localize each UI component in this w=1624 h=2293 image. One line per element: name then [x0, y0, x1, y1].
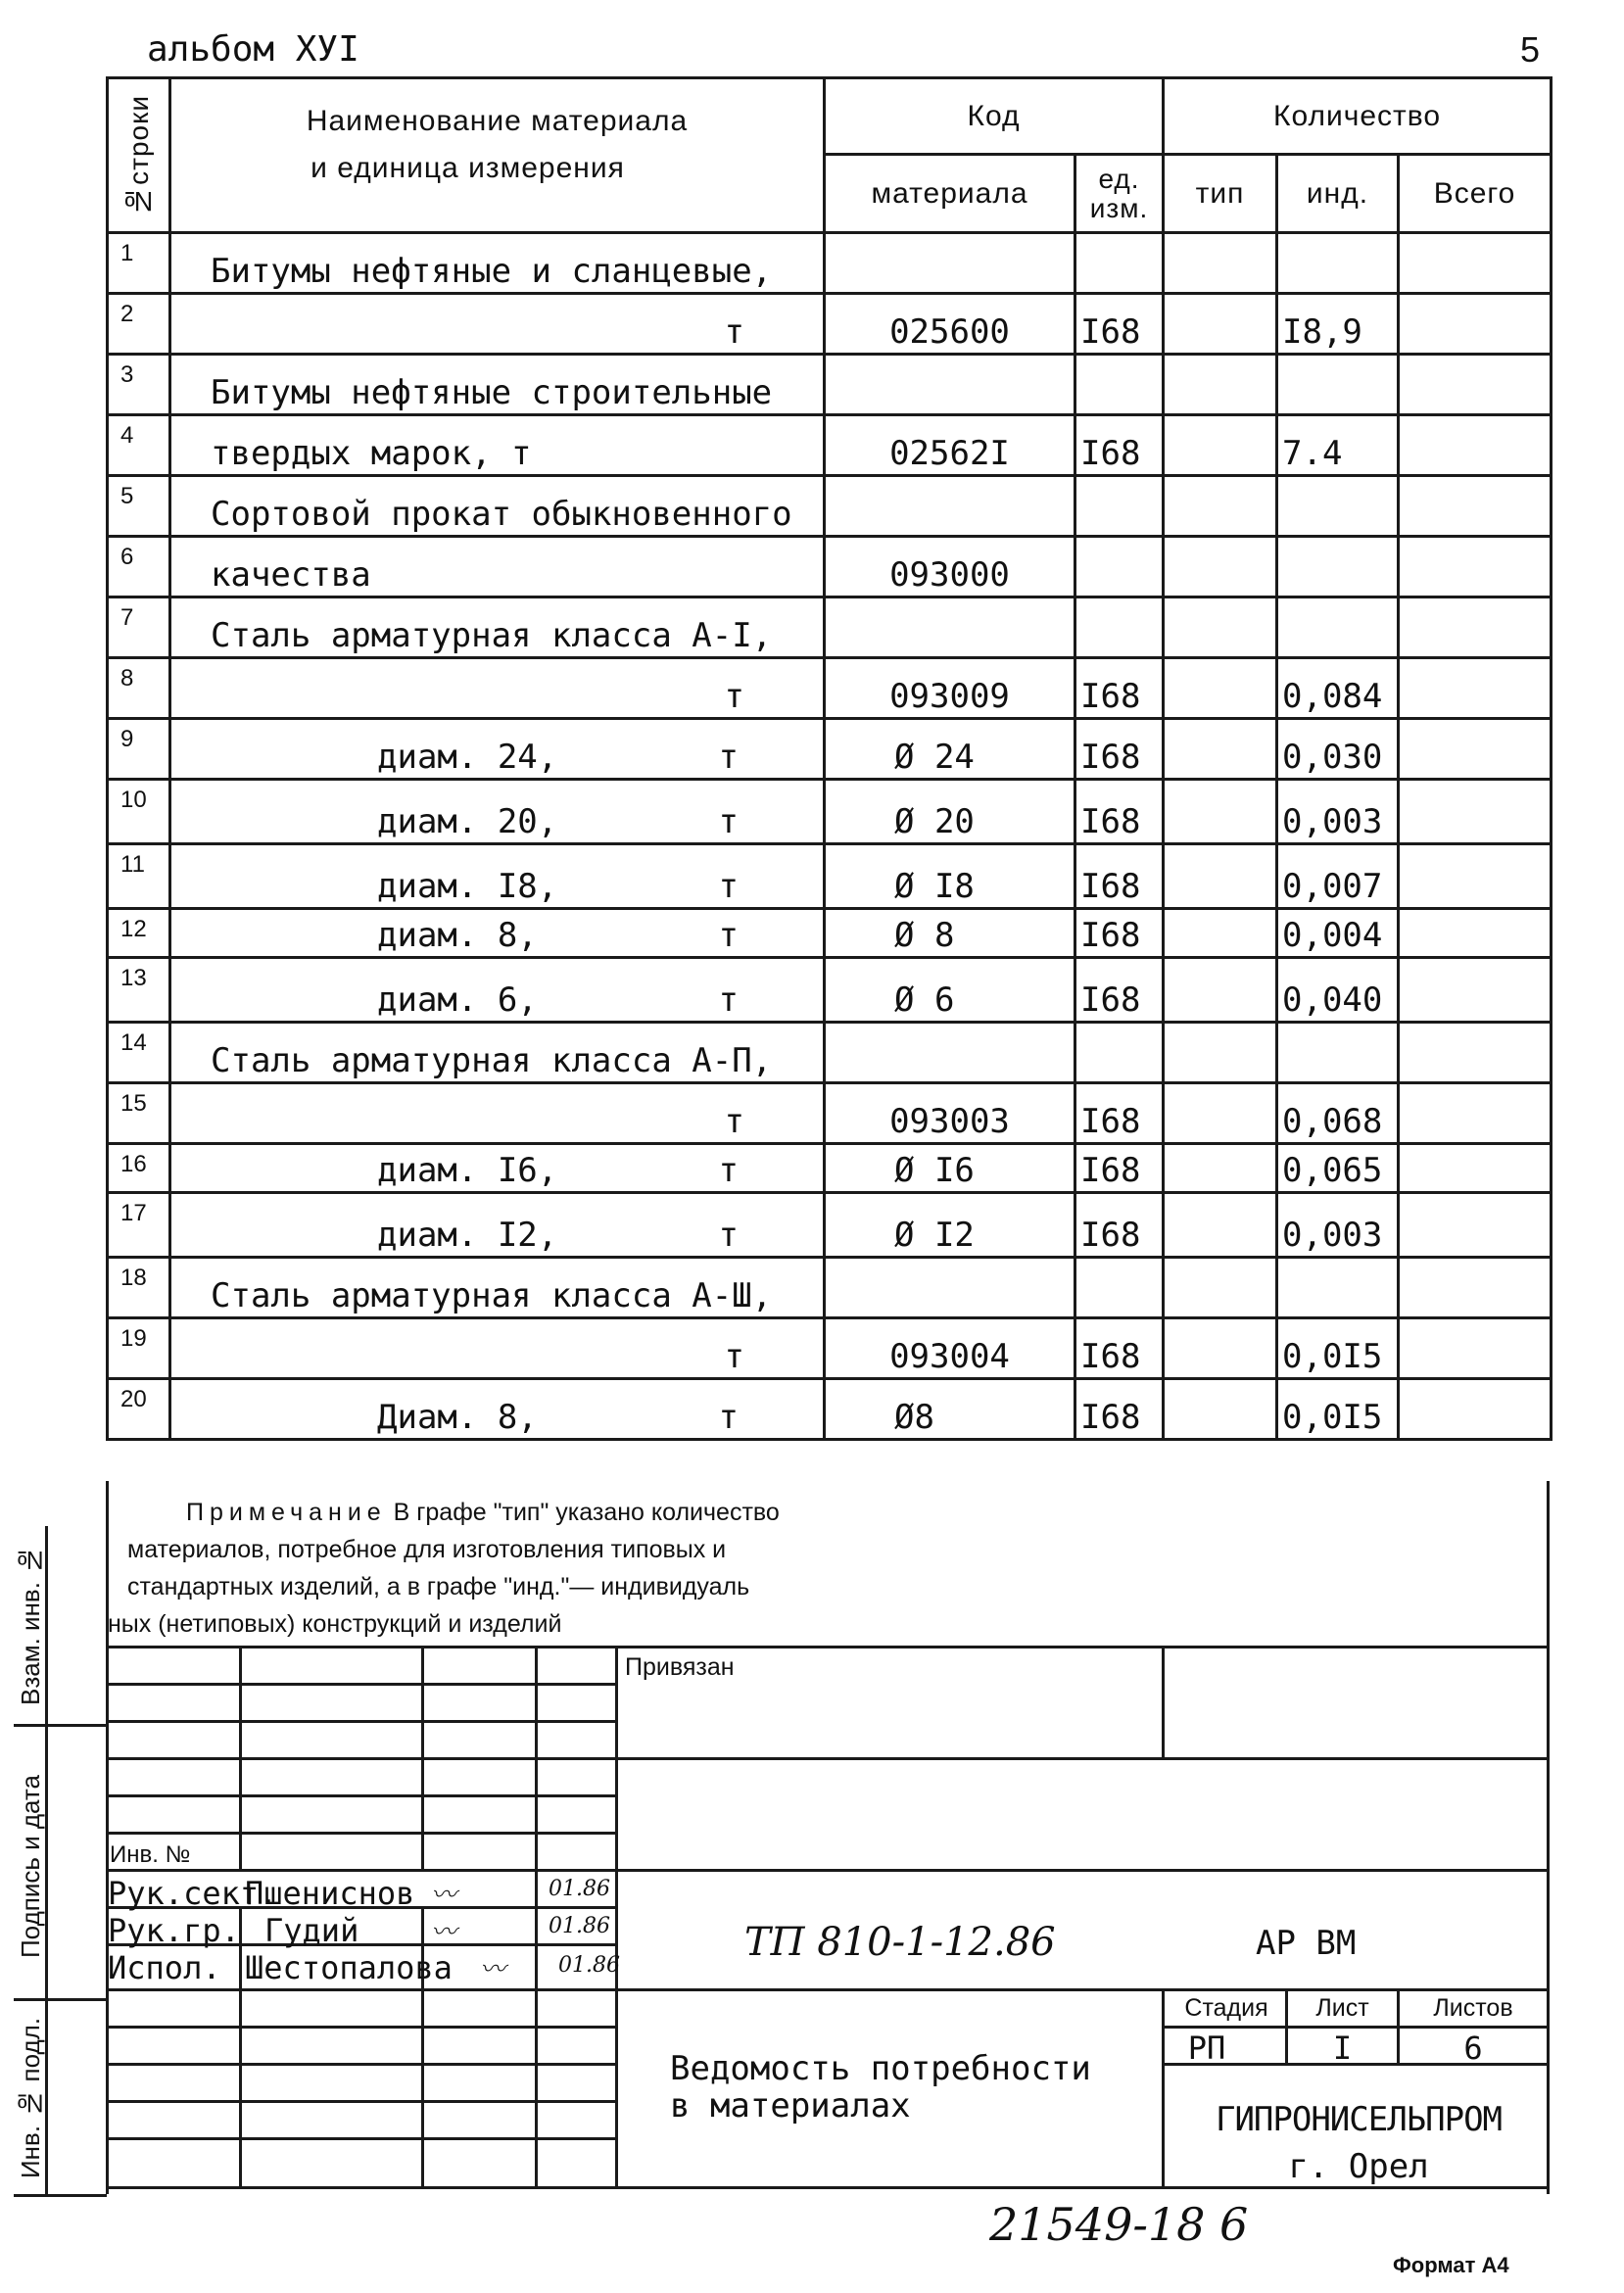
table-row: [108, 1258, 1552, 1318]
header-quantity: Количество: [1164, 78, 1552, 155]
row-qty-type: [1164, 909, 1277, 958]
header-qty-ind: инд.: [1277, 155, 1399, 233]
frame-left: [106, 1481, 109, 2194]
row-name: твердых марок, т: [170, 415, 825, 476]
date-3: 01.86: [558, 1953, 620, 1978]
row-code: 025600: [825, 294, 1075, 355]
row-qty-total: [1399, 958, 1552, 1023]
person-3: Шестопалова: [245, 1949, 453, 1986]
side-label-signature: Подпись и дата: [16, 1774, 45, 1958]
row-qty-type: [1164, 1258, 1277, 1318]
row-qty-type: [1164, 597, 1277, 658]
row-name-text: диам. 20,: [377, 802, 558, 841]
row-name: [170, 844, 825, 909]
row-qty-total: [1399, 1023, 1552, 1083]
city: г. Орел: [1288, 2147, 1429, 2186]
row-code: [825, 1258, 1075, 1318]
row-number: 15: [108, 1083, 170, 1144]
row-unit-t: т: [718, 867, 739, 906]
row-number: 17: [108, 1193, 170, 1258]
row-qty-ind: 0,065: [1277, 1144, 1399, 1193]
signature-2: 〰: [431, 1918, 457, 1947]
row-name: т: [170, 1318, 825, 1379]
table-row: [108, 355, 1552, 415]
row-qty-type: [1164, 355, 1277, 415]
row-qty-ind: [1277, 233, 1399, 294]
row-unit: [1075, 1023, 1164, 1083]
row-name-text: диам. I2,: [377, 1216, 558, 1255]
row-code: Ø 8: [825, 909, 1075, 958]
row-qty-type: [1164, 1023, 1277, 1083]
sheets-label: Листов: [1433, 1994, 1513, 2022]
row-qty-total: [1399, 1193, 1552, 1258]
stage-label: Стадия: [1184, 1994, 1268, 2022]
row-unit: I68: [1075, 780, 1164, 844]
row-qty-total: [1399, 844, 1552, 909]
row-qty-ind: [1277, 355, 1399, 415]
row-name: [170, 719, 825, 780]
row-unit: I68: [1075, 1144, 1164, 1193]
date-1: 01.86: [549, 1877, 610, 1901]
handwritten-number: 21549-18 6: [989, 2198, 1249, 2251]
row-number: 9: [108, 719, 170, 780]
row-qty-type: [1164, 1193, 1277, 1258]
stage-value: РП: [1187, 2030, 1226, 2067]
row-qty-total: [1399, 909, 1552, 958]
header-code-material: материала: [825, 155, 1075, 233]
row-name: Сталь арматурная класса А-I,: [170, 597, 825, 658]
table-row: [108, 415, 1552, 476]
row-unit: I68: [1075, 1318, 1164, 1379]
row-name: т: [170, 1083, 825, 1144]
row-number: 18: [108, 1258, 170, 1318]
row-code: 093000: [825, 537, 1075, 597]
row-name-text: Диам. 8,: [377, 1398, 538, 1437]
row-qty-type: [1164, 719, 1277, 780]
row-qty-type: [1164, 658, 1277, 719]
row-qty-ind: [1277, 1258, 1399, 1318]
signature-3: 〰: [480, 1955, 506, 1984]
row-name-text: диам. I6,: [377, 1151, 558, 1190]
header-qty-total: Всего: [1399, 155, 1552, 233]
row-qty-ind: 0,007: [1277, 844, 1399, 909]
row-unit-t: т: [718, 1151, 739, 1190]
row-code: [825, 355, 1075, 415]
role-1: Рук.сект.: [108, 1875, 278, 1912]
row-qty-total: [1399, 597, 1552, 658]
row-code: [825, 597, 1075, 658]
note-line1: Примечание В графе "тип" указано количество: [186, 1499, 780, 1526]
table-row: [108, 1023, 1552, 1083]
row-unit-t: т: [718, 1398, 739, 1437]
table-row: [108, 780, 1552, 844]
date-2: 01.86: [549, 1914, 610, 1938]
row-unit: [1075, 1258, 1164, 1318]
row-number: 11: [108, 844, 170, 909]
row-qty-total: [1399, 1258, 1552, 1318]
row-qty-ind: I8,9: [1277, 294, 1399, 355]
row-qty-ind: 7.4: [1277, 415, 1399, 476]
row-unit-t: т: [718, 738, 739, 777]
row-name: [170, 780, 825, 844]
row-name-text: диам. 24,: [377, 738, 558, 777]
row-qty-total: [1399, 719, 1552, 780]
row-qty-total: [1399, 1144, 1552, 1193]
row-qty-type: [1164, 1083, 1277, 1144]
row-qty-total: [1399, 537, 1552, 597]
table-row: [108, 1318, 1552, 1379]
row-qty-type: [1164, 294, 1277, 355]
note-line4: ных (нетиповых) конструкций и изделий: [108, 1610, 562, 1638]
row-qty-total: [1399, 415, 1552, 476]
row-code: Ø8: [825, 1379, 1075, 1440]
row-number: 6: [108, 537, 170, 597]
table-row: [108, 1379, 1552, 1440]
row-unit-t: т: [718, 802, 739, 841]
table-row: [108, 844, 1552, 909]
row-code: Ø 24: [825, 719, 1075, 780]
row-unit: I68: [1075, 658, 1164, 719]
album-label: альбом ХУI: [147, 29, 359, 70]
person-1: Пшениснов: [245, 1875, 415, 1912]
row-code: [825, 233, 1075, 294]
row-number: 16: [108, 1144, 170, 1193]
materials-table: [106, 76, 1552, 1441]
row-qty-ind: 0,0I5: [1277, 1318, 1399, 1379]
row-number: 20: [108, 1379, 170, 1440]
row-qty-ind: 0,003: [1277, 780, 1399, 844]
signature-1: 〰: [431, 1881, 457, 1910]
row-qty-total: [1399, 233, 1552, 294]
row-unit: I68: [1075, 1193, 1164, 1258]
row-qty-total: [1399, 355, 1552, 415]
row-number: 3: [108, 355, 170, 415]
row-qty-ind: [1277, 1023, 1399, 1083]
row-unit-t: т: [718, 980, 739, 1020]
row-qty-ind: 0,0I5: [1277, 1379, 1399, 1440]
row-name: т: [170, 294, 825, 355]
table-row: [108, 537, 1552, 597]
row-code: Ø 20: [825, 780, 1075, 844]
row-name: качества: [170, 537, 825, 597]
row-number: 1: [108, 233, 170, 294]
row-name: [170, 909, 825, 958]
row-qty-type: [1164, 537, 1277, 597]
row-unit: I68: [1075, 958, 1164, 1023]
row-qty-type: [1164, 233, 1277, 294]
row-number: 4: [108, 415, 170, 476]
row-unit: I68: [1075, 844, 1164, 909]
row-qty-total: [1399, 476, 1552, 537]
row-name: [170, 958, 825, 1023]
table-row: [108, 476, 1552, 537]
note-line3: стандартных изделий, а в графе "инд."— индивидуаль: [127, 1573, 750, 1600]
row-number: 8: [108, 658, 170, 719]
row-number: 14: [108, 1023, 170, 1083]
sheet-value: I: [1332, 2030, 1353, 2067]
table-row: [108, 909, 1552, 958]
row-number: 7: [108, 597, 170, 658]
row-qty-total: [1399, 294, 1552, 355]
row-qty-type: [1164, 958, 1277, 1023]
row-name: Битумы нефтяные строительные: [170, 355, 825, 415]
table-row: [108, 294, 1552, 355]
row-unit: [1075, 355, 1164, 415]
row-unit: I68: [1075, 909, 1164, 958]
row-qty-total: [1399, 1083, 1552, 1144]
row-name: Сортовой прокат обыкновенного: [170, 476, 825, 537]
page-number: 5: [1520, 29, 1541, 70]
row-unit: [1075, 233, 1164, 294]
row-qty-type: [1164, 415, 1277, 476]
row-name: [170, 1379, 825, 1440]
row-number: 2: [108, 294, 170, 355]
table-row: [108, 597, 1552, 658]
row-qty-ind: 0,040: [1277, 958, 1399, 1023]
row-number: 12: [108, 909, 170, 958]
document-code: ТП 810-1-12.86: [744, 1920, 1056, 1965]
row-unit: [1075, 537, 1164, 597]
header-code-unit: ед. изм.: [1075, 155, 1164, 233]
row-qty-total: [1399, 658, 1552, 719]
row-unit: I68: [1075, 719, 1164, 780]
title-line1: Ведомость потребности: [670, 2049, 1091, 2088]
row-code: Ø I2: [825, 1193, 1075, 1258]
row-unit: I68: [1075, 1379, 1164, 1440]
row-qty-ind: 0,084: [1277, 658, 1399, 719]
row-qty-ind: [1277, 597, 1399, 658]
row-qty-ind: 0,003: [1277, 1193, 1399, 1258]
row-unit: [1075, 597, 1164, 658]
row-name-text: диам. I8,: [377, 867, 558, 906]
row-qty-ind: [1277, 537, 1399, 597]
row-name: [170, 1144, 825, 1193]
role-2: Рук.гр.: [108, 1912, 240, 1949]
person-2: Гудий: [264, 1912, 359, 1949]
row-number: 5: [108, 476, 170, 537]
row-code: 093009: [825, 658, 1075, 719]
row-qty-type: [1164, 1144, 1277, 1193]
role-3: Испол.: [108, 1949, 221, 1986]
row-name: [170, 1193, 825, 1258]
table-row: [108, 1144, 1552, 1193]
table-row: [108, 658, 1552, 719]
row-unit: I68: [1075, 294, 1164, 355]
table-row: [108, 958, 1552, 1023]
row-number: 10: [108, 780, 170, 844]
row-code: 02562I: [825, 415, 1075, 476]
row-qty-type: [1164, 780, 1277, 844]
table-row: [108, 233, 1552, 294]
header-name: Наименование материала и единица измерения: [170, 78, 825, 233]
row-unit: [1075, 476, 1164, 537]
row-name: Сталь арматурная класса А-Ш,: [170, 1258, 825, 1318]
row-name-text: диам. 6,: [377, 980, 538, 1020]
header-qty-type: тип: [1164, 155, 1277, 233]
row-number: 19: [108, 1318, 170, 1379]
privyazan-label: Привязан: [625, 1653, 735, 1681]
organization: ГИПРОНИСЕЛЬПРОМ: [1215, 2100, 1503, 2139]
table-row: [108, 1193, 1552, 1258]
row-code: Ø 6: [825, 958, 1075, 1023]
row-number: 13: [108, 958, 170, 1023]
row-qty-ind: [1277, 476, 1399, 537]
header-code: Код: [825, 78, 1164, 155]
sheet-label: Лист: [1315, 1994, 1369, 2022]
header-row-number: №строки: [108, 78, 170, 233]
row-code: Ø I8: [825, 844, 1075, 909]
table-row: [108, 719, 1552, 780]
row-code: [825, 1023, 1075, 1083]
row-unit: I68: [1075, 415, 1164, 476]
row-qty-total: [1399, 1318, 1552, 1379]
frame-right: [1547, 1481, 1550, 2194]
inventory-no-label: Инв. №: [110, 1841, 191, 1868]
row-unit-t: т: [718, 916, 739, 955]
row-code: Ø I6: [825, 1144, 1075, 1193]
side-label-inventory: Инв. № подл.: [16, 2017, 45, 2179]
row-name: Битумы нефтяные и сланцевые,: [170, 233, 825, 294]
row-qty-type: [1164, 844, 1277, 909]
side-label-vzam: Взам. инв. №: [16, 1545, 45, 1705]
row-code: 093003: [825, 1083, 1075, 1144]
row-qty-total: [1399, 780, 1552, 844]
row-qty-ind: 0,030: [1277, 719, 1399, 780]
row-qty-ind: 0,004: [1277, 909, 1399, 958]
sheets-value: 6: [1463, 2030, 1483, 2067]
row-qty-type: [1164, 476, 1277, 537]
row-unit: I68: [1075, 1083, 1164, 1144]
format-label: Формат А4: [1393, 2253, 1509, 2277]
note-line2: материалов, потребное для изготовления типовых и: [127, 1536, 727, 1563]
row-qty-type: [1164, 1318, 1277, 1379]
row-qty-ind: 0,068: [1277, 1083, 1399, 1144]
row-name-text: диам. 8,: [377, 916, 538, 955]
title-line2: в материалах: [670, 2086, 911, 2126]
row-name: т: [170, 658, 825, 719]
row-unit-t: т: [718, 1216, 739, 1255]
table-row: [108, 1083, 1552, 1144]
row-qty-total: [1399, 1379, 1552, 1440]
row-qty-type: [1164, 1379, 1277, 1440]
row-code: 093004: [825, 1318, 1075, 1379]
row-code: [825, 476, 1075, 537]
row-name: Сталь арматурная класса А-П,: [170, 1023, 825, 1083]
document-mark: АР ВМ: [1256, 1924, 1357, 1963]
